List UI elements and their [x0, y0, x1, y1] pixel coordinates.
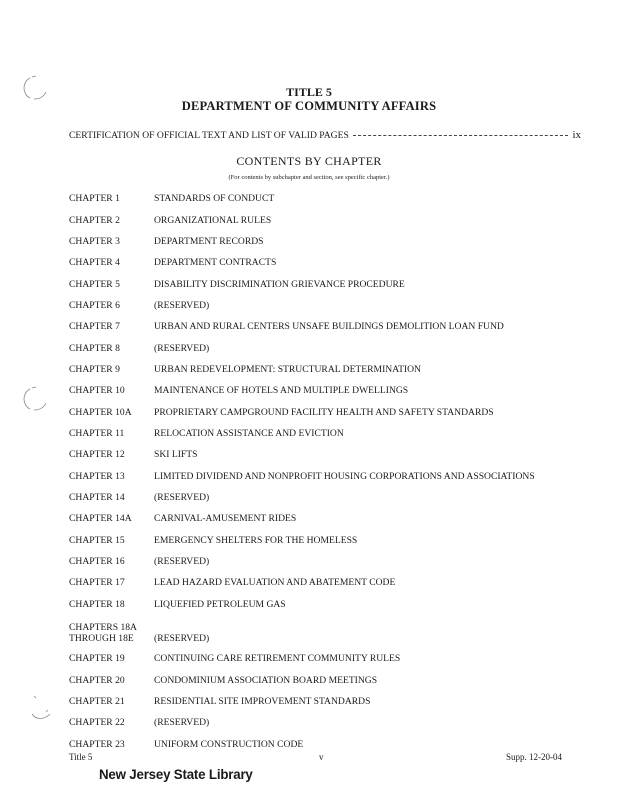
chapter-number: CHAPTER 12	[69, 449, 125, 460]
chapter-number: CHAPTER 22	[69, 717, 125, 728]
chapter-title: DEPARTMENT CONTRACTS	[154, 257, 277, 268]
chapter-number: CHAPTER 19	[69, 653, 125, 664]
chapter-title: ORGANIZATIONAL RULES	[154, 215, 272, 226]
library-stamp: New Jersey State Library	[99, 766, 253, 782]
chapter-number: CHAPTER 16	[69, 556, 125, 567]
chapter-title: EMERGENCY SHELTERS FOR THE HOMELESS	[154, 535, 358, 546]
punch-hole-bottom	[24, 692, 54, 724]
chapter-title: LIMITED DIVIDEND AND NONPROFIT HOUSING CORPORATIONS AND ASSOCIATIONS	[154, 471, 535, 482]
chapter-title: (RESERVED)	[154, 556, 210, 567]
chapter-number: CHAPTER 14	[69, 492, 125, 503]
chapter-title: URBAN AND RURAL CENTERS UNSAFE BUILDINGS DEMOLITION LOAN FUND	[154, 321, 504, 332]
chapter-number: CHAPTER 17	[69, 577, 125, 588]
chapter-number: CHAPTER 13	[69, 471, 125, 482]
chapter-title: (RESERVED)	[154, 492, 210, 503]
dot-leader	[353, 134, 569, 136]
footer-page: v	[319, 752, 324, 762]
chapter-title: RESIDENTIAL SITE IMPROVEMENT STANDARDS	[154, 696, 371, 707]
chapter-title: STANDARDS OF CONDUCT	[154, 193, 275, 204]
chapter-title: RELOCATION ASSISTANCE AND EVICTION	[154, 428, 344, 439]
contents-heading: CONTENTS BY CHAPTER	[236, 154, 382, 168]
chapter-title: MAINTENANCE OF HOTELS AND MULTIPLE DWELLINGS	[154, 385, 409, 396]
chapter-title: (RESERVED)	[154, 633, 210, 644]
chapter-title: DEPARTMENT RECORDS	[154, 236, 264, 247]
chapter-number: CHAPTER 20	[69, 675, 125, 686]
chapter-title: CARNIVAL-AMUSEMENT RIDES	[154, 513, 297, 524]
chapter-number: CHAPTER 6	[69, 300, 120, 311]
footer-supplement: Supp. 12-20-04	[506, 752, 562, 762]
chapter-number-continued: THROUGH 18E	[69, 633, 134, 644]
chapter-title: LIQUEFIED PETROLEUM GAS	[154, 599, 286, 610]
chapter-title: CONDOMINIUM ASSOCIATION BOARD MEETINGS	[154, 675, 378, 686]
chapter-title: SKI LIFTS	[154, 449, 198, 460]
chapter-number: CHAPTER 5	[69, 279, 120, 290]
chapter-number: CHAPTER 23	[69, 739, 125, 750]
chapter-title: (RESERVED)	[154, 343, 210, 354]
department-name: DEPARTMENT OF COMMUNITY AFFAIRS	[181, 99, 437, 113]
chapter-number: CHAPTER 2	[69, 215, 120, 226]
chapter-number: CHAPTER 9	[69, 364, 120, 375]
chapter-number: CHAPTER 10A	[69, 407, 132, 418]
punch-hole-middle	[20, 385, 50, 413]
chapter-title: CONTINUING CARE RETIREMENT COMMUNITY RULES	[154, 653, 401, 664]
chapter-title: (RESERVED)	[154, 717, 210, 728]
chapter-number: CHAPTER 3	[69, 236, 120, 247]
chapter-number: CHAPTER 14A	[69, 513, 132, 524]
chapter-number: CHAPTER 15	[69, 535, 125, 546]
title-number: TITLE 5	[286, 85, 332, 99]
certification-text: CERTIFICATION OF OFFICIAL TEXT AND LIST OF VALID PAGES	[69, 130, 349, 141]
chapter-number: CHAPTERS 18A	[69, 622, 137, 633]
chapter-title: PROPRIETARY CAMPGROUND FACILITY HEALTH AND SAFETY STANDARDS	[154, 407, 494, 418]
certification-line	[69, 129, 581, 141]
chapter-number: CHAPTER 1	[69, 193, 120, 204]
contents-note: (For contents by subchapter and section, see specific chapter.)	[228, 174, 390, 181]
chapter-title: LEAD HAZARD EVALUATION AND ABATEMENT CODE	[154, 577, 396, 588]
chapter-number: CHAPTER 4	[69, 257, 120, 268]
footer-title: Title 5	[69, 752, 93, 762]
chapter-number: CHAPTER 8	[69, 343, 120, 354]
chapter-number: CHAPTER 11	[69, 428, 125, 439]
certification-page: ix	[572, 129, 581, 141]
chapter-title: DISABILITY DISCRIMINATION GRIEVANCE PROCEDURE	[154, 279, 405, 290]
chapter-number: CHAPTER 21	[69, 696, 125, 707]
chapter-title: (RESERVED)	[154, 300, 210, 311]
chapter-number: CHAPTER 18	[69, 599, 125, 610]
chapter-title: URBAN REDEVELOPMENT: STRUCTURAL DETERMINATION	[154, 364, 421, 375]
chapter-number: CHAPTER 7	[69, 321, 120, 332]
chapter-number: CHAPTER 10	[69, 385, 125, 396]
chapter-title: UNIFORM CONSTRUCTION CODE	[154, 739, 304, 750]
